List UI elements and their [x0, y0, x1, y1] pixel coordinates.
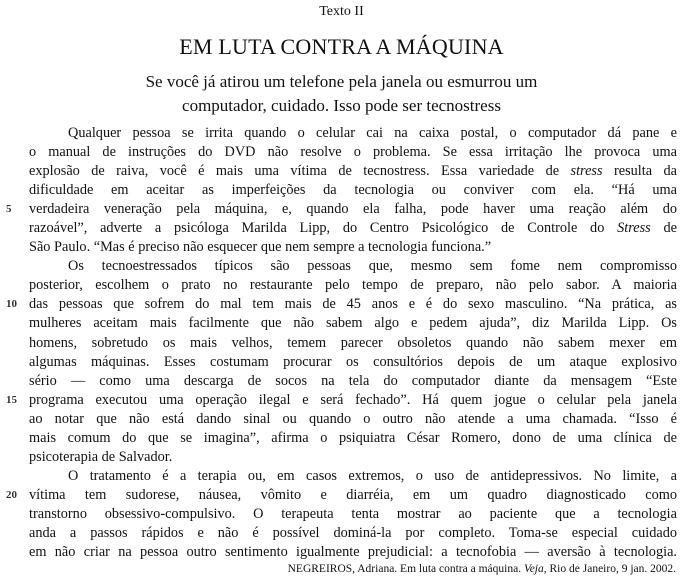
subtitle-line-1: Se você já atirou um telefone pela janela ou esmurrou um: [145, 72, 538, 91]
line-text: O tratamento é a terapia ou, em casos extremos, o uso de antidepressivos. No limite, a: [68, 467, 677, 484]
article-line: [29, 410, 677, 429]
article-line: [6, 486, 677, 505]
article-line: [6, 200, 677, 219]
citation-pre: NEGREIROS, Adriana. Em luta contra a máquina.: [287, 563, 524, 575]
line-text: São Paulo. “Mas é preciso não esquecer que nem sempre a tecnologia funciona.”: [29, 239, 492, 256]
article-line: [29, 543, 677, 562]
article-line: [29, 467, 677, 486]
article-line: [29, 143, 677, 162]
citation-post: , Rio de Janeiro, 9 jan. 2002.: [543, 563, 676, 575]
line-text: sério — como uma descarga de socos na tela do computador diante da mensagem “Este: [29, 372, 677, 389]
line-text: Qualquer pessoa se irrita quando o celular cai na caixa postal, o computador dá pane e: [68, 125, 677, 141]
article-line: [29, 238, 677, 257]
article-line: [29, 181, 677, 200]
line-text: psicoterapia de Salvador.: [29, 448, 173, 465]
line-text: Os tecnoestressados típicos são pessoas que, mesmo sem fome nem compromisso: [68, 258, 677, 275]
article-line: [29, 162, 677, 181]
line-text-pre: explosão de raiva, você é mais uma vítima de tecnostress. Essa variedade de: [29, 163, 571, 180]
article-line: [29, 257, 677, 276]
article-line: [29, 353, 677, 372]
line-text-post: de: [650, 220, 677, 237]
line-text: programa executou uma operação ilegal e será fechado”. Há quem jogue o celular pela janela: [29, 391, 677, 408]
line-text: posterior, escolhem o prato no restaurante pelo tempo de preparo, não pelo sabor. A maioria: [29, 277, 677, 294]
line-text-italic: stress: [570, 163, 603, 180]
line-text: [29, 219, 677, 238]
line-text: anda a passos rápidos e não é possível dominá-la por completo. Toma-se especial cuidado: [29, 524, 677, 541]
line-number: 20: [6, 488, 17, 501]
line-number: 15: [6, 393, 17, 406]
article-line: [29, 219, 677, 238]
line-text: transtorno obsessivo-compulsivo. O terapeuta tenta mostrar ao paciente que a tecnologia: [29, 505, 677, 522]
line-text: vítima tem sudorese, náusea, vômito e diarréia, em um quadro diagnosticado como: [29, 486, 677, 503]
line-text: ao notar que não está dando sinal ou quando o outro não atende a uma chamada. “Isso é: [29, 410, 677, 427]
article-line: [29, 124, 677, 143]
line-number: 10: [6, 298, 17, 311]
line-text: [29, 162, 677, 181]
line-text: mulheres aceitam mais facilmente que não sabem algo e pedem ajuda”, diz Marilda Lipp. Os: [29, 315, 677, 332]
subtitle-line-2: computador, cuidado. Isso pode ser tecnostress: [182, 96, 501, 115]
article-line: [29, 276, 677, 295]
citation-source: Veja: [523, 563, 544, 575]
line-text-pre: razoável”, adverte a psicóloga Marilda Lipp, do Centro Psicológico de Controle do: [29, 220, 618, 237]
line-text: dificuldade em aceitar as imperfeições da tecnologia ou conviver com ela. “Há uma: [29, 182, 677, 199]
line-text: em não criar na pessoa outro sentimento igualmente prejudicial: a tecnofobia — aversão à tecnologia.: [29, 544, 677, 561]
line-text: das pessoas que sofrem do mal tem mais de 45 anos e é do sexo masculino. “Na prática, as: [29, 296, 677, 313]
line-text-italic: Stress: [617, 220, 651, 237]
article-line: [6, 295, 677, 314]
article-line: [29, 334, 677, 353]
text-label: Texto II: [319, 4, 364, 19]
article-line: [6, 391, 677, 410]
line-text: algumas máquinas. Esses costumam procurar os consultórios depois de um ataque explosivo: [29, 353, 677, 370]
citation: [288, 563, 676, 575]
line-text: o manual de instruções do DVD não resolve o problema. Se essa irritação lhe provoca uma: [29, 144, 677, 161]
article-title: EM LUTA CONTRA A MÁQUINA: [179, 34, 504, 59]
line-text: homens, sobretudo os mais velhos, temem parecer obsoletos quando não sabem mexer em: [29, 334, 677, 351]
article-line: [29, 429, 677, 448]
line-number: 5: [6, 203, 12, 216]
article-line: [29, 505, 677, 524]
line-text: verdadeira veneração pela máquina, e, quando ela falha, pode haver uma reação além do: [29, 201, 677, 218]
article-line: [29, 372, 677, 391]
article-body: [6, 124, 677, 562]
line-text: mais comum do que se imagina”, afirma o psiquiatra César Romero, dono de uma clínica de: [29, 429, 677, 446]
article-subtitle: [0, 70, 683, 118]
article-line: [29, 314, 677, 333]
line-text-post: resulta da: [602, 163, 677, 180]
article-line: [29, 448, 677, 467]
article-line: [29, 524, 677, 543]
